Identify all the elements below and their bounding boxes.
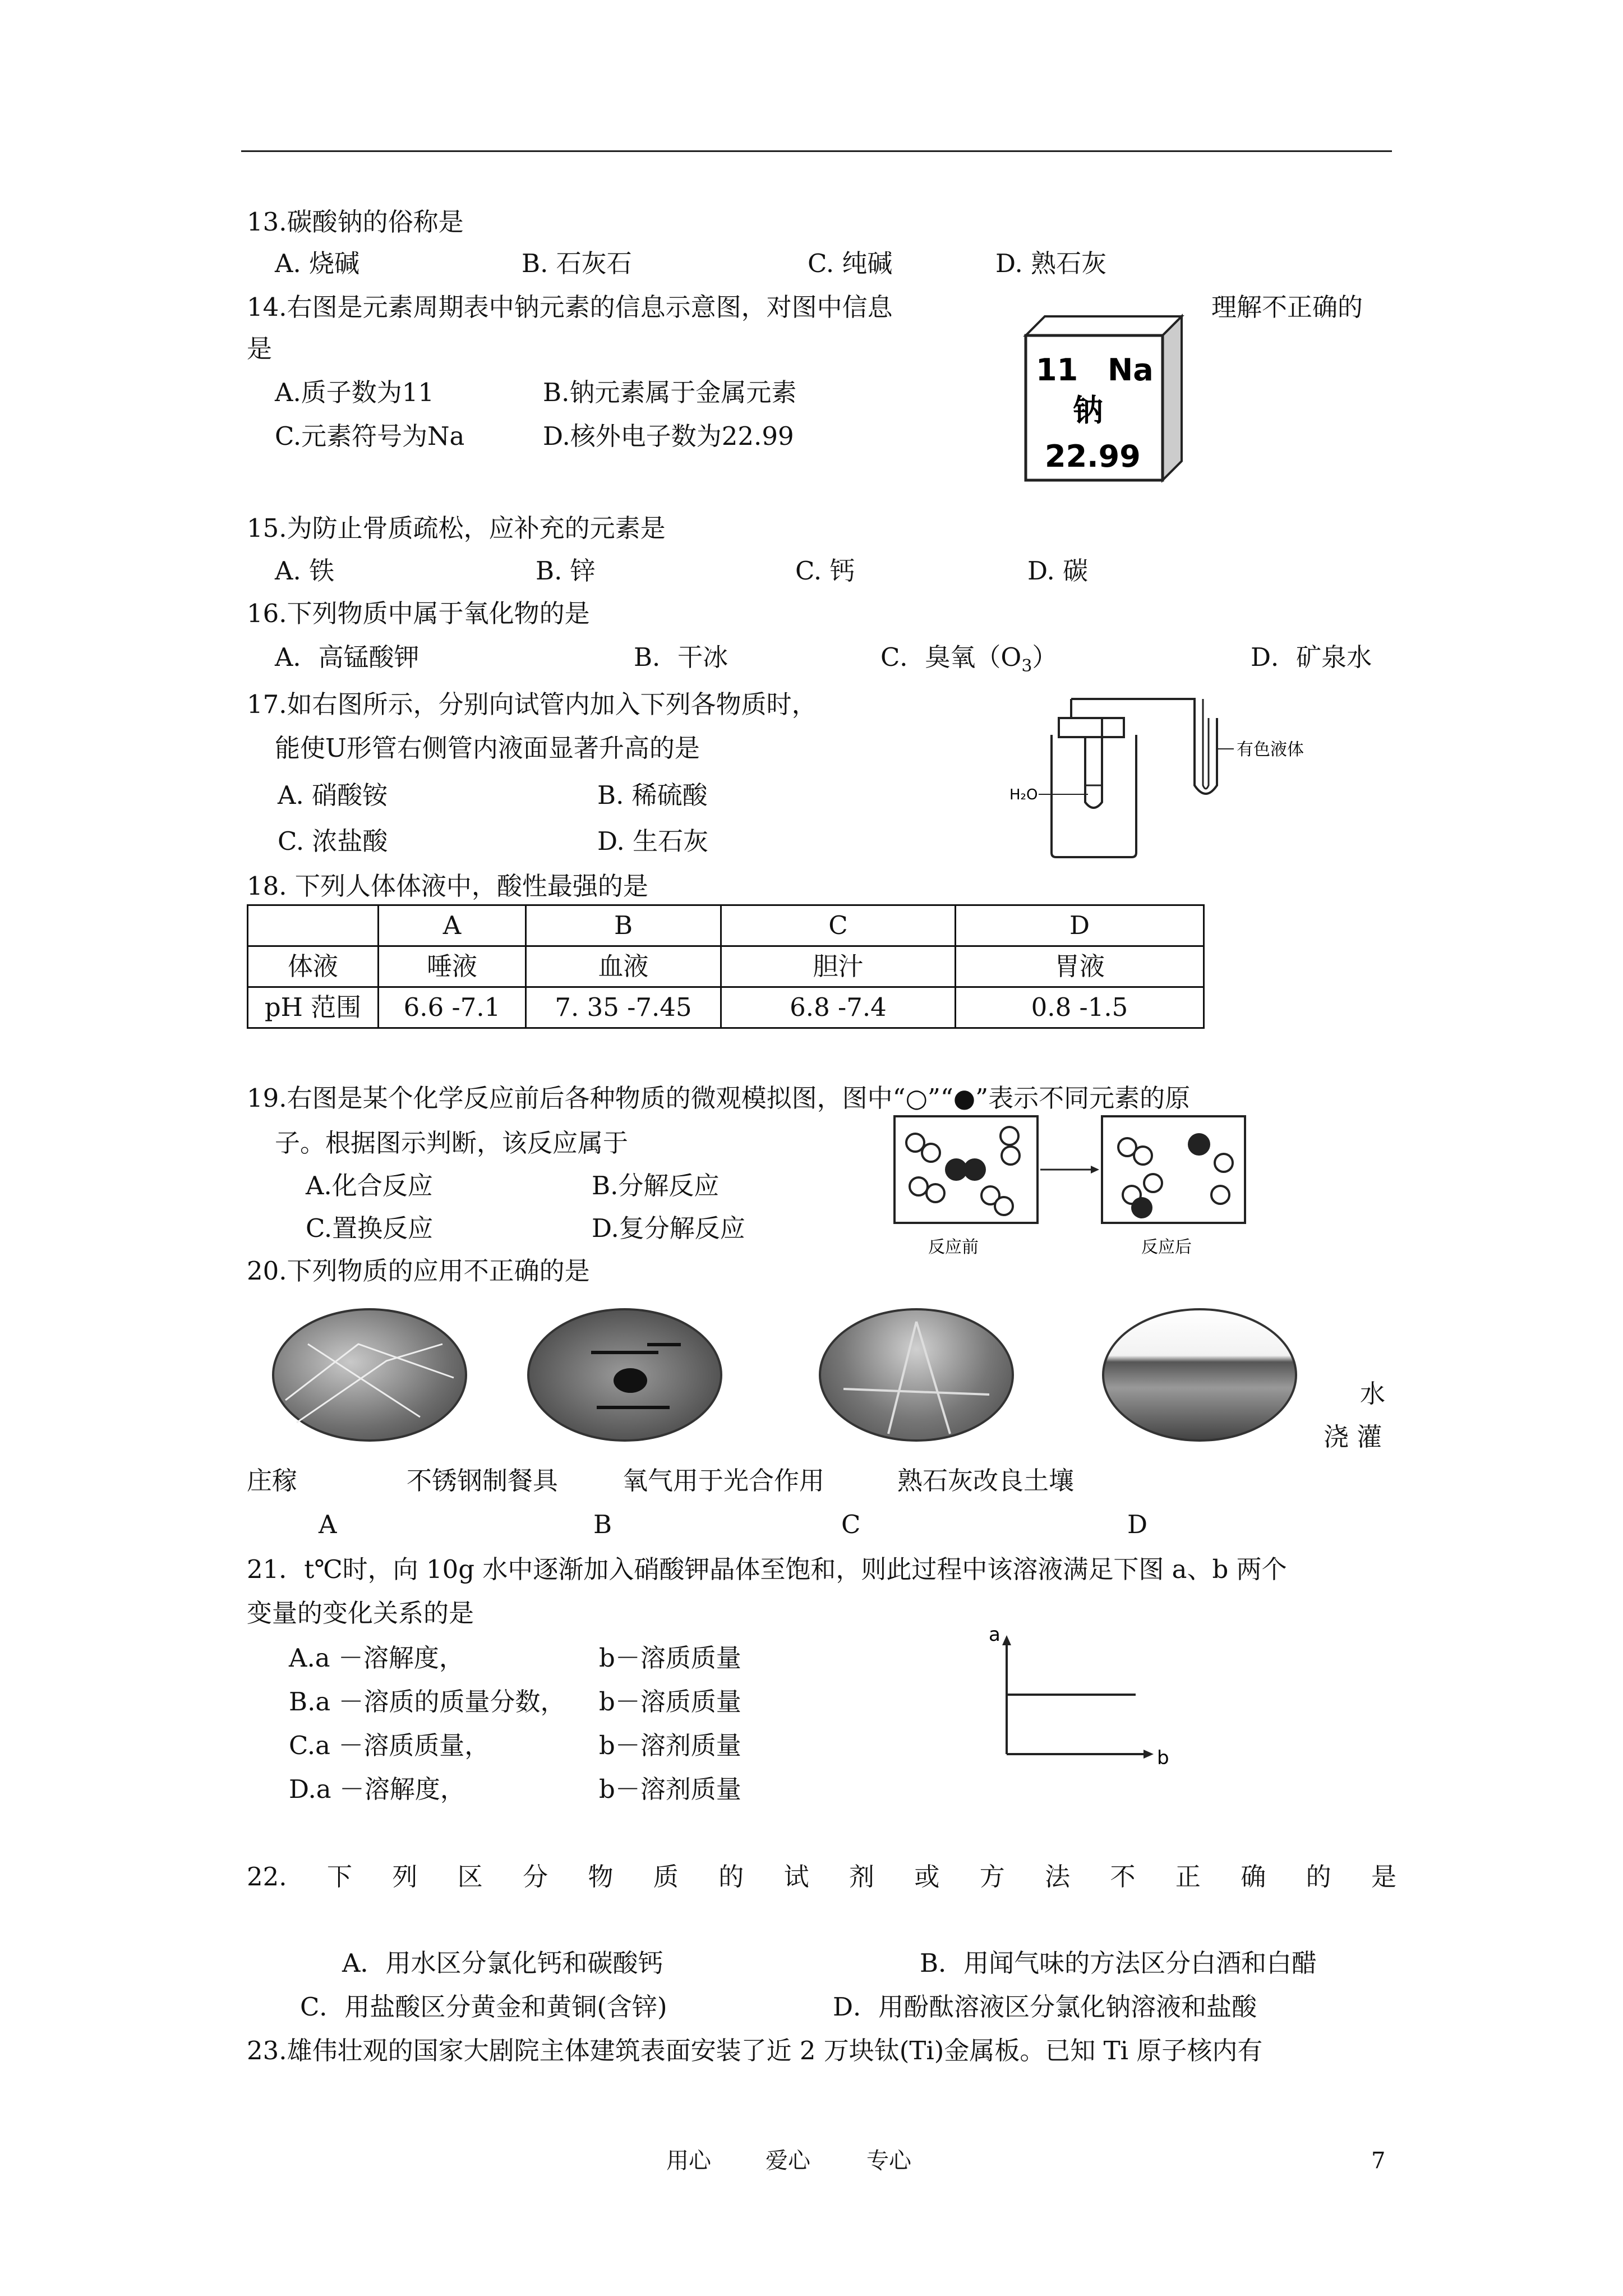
q15-option-d: D. 碳 — [1027, 556, 1089, 586]
page-number: 7 — [1371, 2148, 1386, 2174]
label-colored-liquid: 有色液体 — [1237, 740, 1304, 760]
q20-letter-b: B — [593, 1510, 612, 1539]
photo-soil-improvement — [1102, 1308, 1297, 1442]
tile-mass: 22.99 — [1045, 439, 1141, 474]
q22-stem-char: 试 — [783, 1862, 809, 1892]
q16-option-d: D．矿泉水 — [1251, 642, 1372, 672]
q14-option-c: C.元素符号为Na — [275, 421, 465, 451]
q14-option-b: B.钠元素属于金属元素 — [543, 378, 797, 407]
table-cell: D — [956, 905, 1204, 946]
q20-side-text-1: 水 — [1360, 1379, 1386, 1409]
q20-letter-a: A — [319, 1510, 337, 1539]
footer-text-1: 用心 — [666, 2148, 711, 2174]
q15-stem: 15.为防止骨质疏松，应补充的元素是 — [247, 513, 666, 543]
table-cell: 胆汁 — [721, 946, 956, 987]
q22-stem-char: 质 — [653, 1862, 679, 1892]
q16-option-b: B．干冰 — [634, 642, 728, 672]
u-tube-apparatus — [1009, 696, 1304, 858]
table-cell: 胃液 — [956, 946, 1204, 987]
q22-stem-char: 分 — [523, 1862, 548, 1892]
tile-name: 钠 — [1073, 393, 1103, 428]
q22-stem-char: 法 — [1045, 1862, 1071, 1892]
a-b-graph — [979, 1624, 1175, 1767]
q22-option-d: D．用酚酞溶液区分氯化钠溶液和盐酸 — [833, 1992, 1257, 2022]
q22-option-c: C．用盐酸区分黄金和黄铜(含锌) — [300, 1992, 667, 2022]
label-before: 反应前 — [928, 1237, 979, 1257]
table-cell: A — [379, 905, 526, 946]
ph-table — [247, 904, 1205, 1029]
q22-stem — [247, 1860, 1396, 1894]
footer-text-3: 专心 — [866, 2148, 911, 2174]
q21-option-d-left: D.a －溶解度， — [289, 1774, 465, 1804]
q22-stem-char: 的 — [1306, 1862, 1331, 1892]
q13-option-d: D. 熟石灰 — [995, 249, 1107, 278]
q22-stem-char: 正 — [1175, 1862, 1201, 1892]
table-cell: 唾液 — [379, 946, 526, 987]
q19-option-b: B.分解反应 — [592, 1171, 720, 1200]
table-cell — [248, 905, 379, 946]
q22-stem-char: 下 — [326, 1862, 352, 1892]
q22-stem-char: 列 — [392, 1862, 418, 1892]
table-row — [248, 987, 1204, 1028]
q15-option-b: B. 锌 — [536, 556, 596, 586]
q20-caption-b: 不锈钢制餐具 — [407, 1466, 559, 1496]
q16-option-c: C．臭氧$(O_3)$ — [880, 642, 1058, 676]
table-cell: 血液 — [526, 946, 721, 987]
table-cell: 7. 35 -7.45 — [526, 987, 721, 1028]
q19-option-d: D.复分解反应 — [592, 1213, 745, 1243]
q19-option-c: C.置换反应 — [306, 1213, 434, 1243]
q13-option-a: A. 烧碱 — [275, 249, 360, 278]
label-water: H₂O — [1009, 786, 1038, 803]
x-axis-label: b — [1157, 1747, 1169, 1769]
q14-option-d: D.核外电子数为22.99 — [543, 421, 794, 451]
q13-stem: 13.碳酸钠的俗称是 — [247, 207, 464, 237]
q21-stem-1: 21．t℃时，向 10g 水中逐渐加入硝酸钾晶体至饱和，则此过程中该溶液满足下图 a、b 两个 — [247, 1554, 1287, 1584]
q15-option-c: C. 钙 — [795, 556, 855, 586]
q16-option-a: A．高锰酸钾 — [275, 642, 419, 672]
q13-option-b: B. 石灰石 — [522, 249, 632, 278]
q20-caption-c: 氧气用于光合作用 — [623, 1466, 825, 1496]
q17-stem-1: 17.如右图所示，分别向试管内加入下列各物质时， — [247, 689, 817, 719]
q20-letter-c: C — [841, 1510, 861, 1539]
sodium-element-tile — [1023, 314, 1183, 482]
photo-steel-tableware — [527, 1308, 722, 1442]
label-after: 反应后 — [1141, 1237, 1192, 1257]
q17-option-c: C. 浓盐酸 — [278, 826, 388, 856]
table-cell: 6.8 -7.4 — [721, 987, 956, 1028]
q22-stem-char: 剂 — [849, 1862, 874, 1892]
q14-stem-right: 理解不正确的 — [1211, 292, 1363, 322]
q20-side-text-2: 浇 灌 — [1324, 1422, 1382, 1452]
q21-option-b-left: B.a －溶质的质量分数， — [289, 1687, 566, 1717]
q16-stem: 16.下列物质中属于氧化物的是 — [247, 599, 590, 628]
q17-option-d: D. 生石灰 — [597, 826, 709, 856]
q21-option-a-left: A.a －溶解度， — [289, 1643, 464, 1673]
table-cell: 0.8 -1.5 — [956, 987, 1204, 1028]
q22-stem-char: 22. — [247, 1862, 287, 1892]
q19-stem-2: 子。根据图示判断，该反应属于 — [275, 1128, 629, 1158]
q22-stem-char: 区 — [457, 1862, 483, 1892]
table-cell: pH 范围 — [248, 987, 379, 1028]
q19-stem-1: 19.右图是某个化学反应前后各种物质的微观模拟图，图中“○”“●”表示不同元素的原 — [247, 1083, 1191, 1113]
table-cell: 6.6 -7.1 — [379, 987, 526, 1028]
q19-option-a: A.化合反应 — [306, 1171, 433, 1200]
q20-stem: 20.下列物质的应用不正确的是 — [247, 1256, 590, 1286]
q22-option-b: B．用闻气味的方法区分白酒和白醋 — [920, 1948, 1317, 1978]
q15-option-a: A. 铁 — [275, 556, 335, 586]
q14-option-a: A.质子数为11 — [275, 378, 435, 407]
table-cell: 体液 — [248, 946, 379, 987]
q22-stem-char: 的 — [718, 1862, 744, 1892]
q21-option-b-right: b－溶质质量 — [599, 1687, 741, 1717]
q14-stem-tail: 是 — [247, 334, 273, 364]
q22-stem-char: 物 — [588, 1862, 614, 1892]
tile-number: 11 — [1036, 352, 1078, 388]
q20-caption-d: 熟石灰改良土壤 — [897, 1466, 1075, 1496]
reaction-diagram — [892, 1114, 1251, 1257]
q21-option-a-right: b－溶质质量 — [599, 1643, 741, 1673]
tile-symbol: Na — [1108, 352, 1154, 388]
q21-option-d-right: b－溶剂质量 — [599, 1774, 741, 1804]
q22-stem-char: 方 — [979, 1862, 1005, 1892]
q17-option-b: B. 稀硫酸 — [597, 780, 708, 810]
q22-stem-char: 确 — [1241, 1862, 1266, 1892]
q17-option-a: A. 硝酸铵 — [278, 780, 388, 810]
header-rule — [241, 150, 1392, 152]
q22-stem-char: 或 — [914, 1862, 940, 1892]
q22-option-a: A．用水区分氯化钙和碳酸钙 — [342, 1948, 663, 1978]
photo-watering-crops — [272, 1308, 467, 1442]
table-cell: B — [526, 905, 721, 946]
table-cell: C — [721, 905, 956, 946]
footer-text-2: 爱心 — [766, 2148, 810, 2174]
q20-caption-a: 庄稼 — [247, 1466, 298, 1496]
q14-stem: 14.右图是元素周期表中钠元素的信息示意图，对图中信息 — [247, 292, 893, 322]
table-row — [248, 905, 1204, 946]
y-axis-label: a — [989, 1623, 1000, 1646]
q21-stem-2: 变量的变化关系的是 — [247, 1598, 474, 1628]
q21-option-c-left: C.a －溶质质量， — [289, 1731, 490, 1760]
table-row — [248, 946, 1204, 987]
q17-stem-2: 能使U形管右侧管内液面显著升高的是 — [275, 733, 700, 763]
q21-option-c-right: b－溶剂质量 — [599, 1731, 741, 1760]
q23-stem: 23.雄伟壮观的国家大剧院主体建筑表面安装了近 2 万块钛(Ti)金属板。已知 Ti 原子核内有 — [247, 2036, 1263, 2065]
q22-stem-char: 不 — [1110, 1862, 1136, 1892]
q20-letter-d: D — [1127, 1510, 1148, 1539]
q13-option-c: C. 纯碱 — [808, 249, 893, 278]
photo-photosynthesis — [819, 1308, 1014, 1442]
q18-stem: 18. 下列人体体液中，酸性最强的是 — [247, 871, 648, 901]
q22-stem-char: 是 — [1371, 1862, 1396, 1892]
